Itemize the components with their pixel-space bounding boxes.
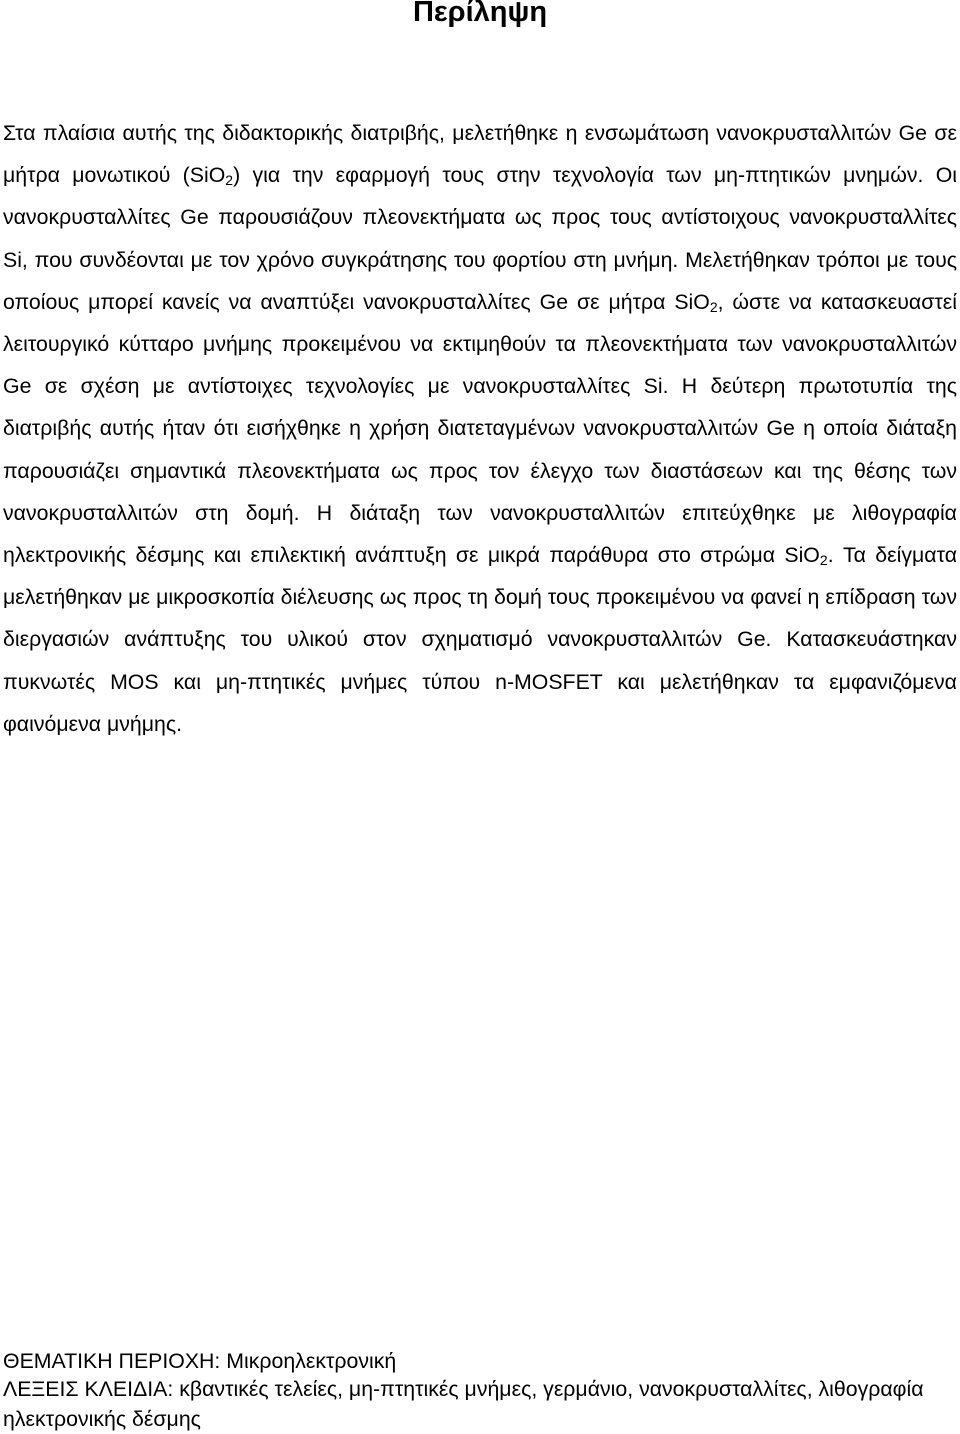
subject-area-value: Μικροηλεκτρονική [226, 1349, 397, 1373]
keywords-label: ΛΕΞΕΙΣ ΚΛΕΙΔΙΑ: [3, 1377, 180, 1401]
abstract-text-part-3: , ώστε να κατασκευαστεί λειτουργικό κύτταρο μνήμης προκειμένου να εκτιμηθούν τα πλεονεκτήματα των νανοκρυσταλλιτών Ge σε σχέση με αντίστοιχες τεχνολογίες με νανοκρυσταλλίτες Si. Η δεύτερη πρωτοτυπία της διατριβής αυτής ήταν ότι εισήχθηκε η χρήση διατεταγμένων νανοκρυσταλλιτών Ge η οποία διάταξη παρουσιάζει σημαντικά πλεονεκτήματα ως προς τον έλεγχο των διαστάσεων και της θέσης των νανοκρυσταλλιτών στη δομή. Η διάταξη των νανοκρυσταλλιτών επιτεύχθηκε με λιθογραφία ηλεκτρονικής δέσμης και επιλεκτική ανάπτυξη σε μικρά παράθυρα στο στρώμα SiO [3, 289, 957, 568]
subscript-2: 2 [709, 298, 718, 315]
keywords [3, 1374, 957, 1434]
page-title: Περίληψη [412, 0, 548, 28]
subscript-2: 2 [819, 552, 828, 569]
keywords-value: κβαντικές τελείες, μη-πτητικές μνήμες, γερμάνιο, νανοκρυσταλλίτες, λιθογραφία ηλεκτρονικής δέσμης [3, 1377, 924, 1431]
abstract-text-part-1: Στα πλαίσια αυτής της διδακτορικής διατριβής, μελετήθηκε η ενσωμάτωση νανοκρυσταλλιτών Ge σε μήτρα μονωτικού (SiO [3, 121, 957, 188]
abstract-text-part-2: ) για την εφαρμογή τους στην τεχνολογία των μη-πτητικών μνημών. Οι νανοκρυσταλλίτες Ge παρουσιάζουν πλεονεκτήματα ως προς τους αντίστοιχους νανοκρυσταλλίτες Si, που συνδέονται με τον χρόνο συγκράτησης του φορτίου στη μνήμη. Μελετήθηκαν τρόποι με τους οποίους μπορεί κανείς να αναπτύξει νανοκρυσταλλίτες Ge σε μήτρα SiO [3, 163, 957, 314]
abstract-text-part-4: . Τα δείγματα μελετήθηκαν με μικροσκοπία διέλευσης ως προς τη δομή τους προκειμένου να φανεί η επίδραση των διεργασιών ανάπτυξης του υλικού στον σχηματισμό νανοκρυσταλλιτών Ge. Κατασκευάστηκαν πυκνωτές MOS και μη-πτητικές μνήμες τύπου n-MOSFET και μελετήθηκαν τα εμφανιζόμενα φαινόμενα μνήμης. [3, 543, 958, 736]
abstract-paragraph [3, 112, 957, 745]
subject-area-label: ΘΕΜΑΤΙΚΗ ΠΕΡΙΟΧΗ: [3, 1349, 227, 1373]
subscript-2: 2 [225, 172, 234, 189]
subject-area [3, 1346, 957, 1376]
